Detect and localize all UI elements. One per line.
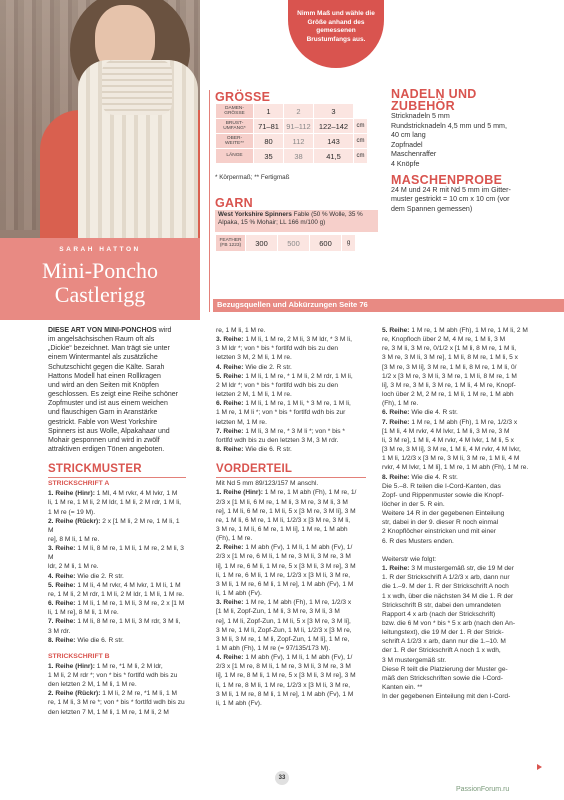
list-item: 40 cm lang — [391, 131, 426, 140]
text-line: den letzten 2 M, 1 M li, 1 M re. — [48, 681, 137, 689]
column-1 — [48, 326, 186, 717]
text-line: fortlfd wdh bis zu den letzten 3 M, 3 M rdr. — [216, 436, 339, 444]
column-3 — [382, 326, 532, 701]
text-line: li, 3 M re], 1 M li, 4 M rvkr, 4 M lvkr, 1 M li, 5 x — [382, 436, 514, 444]
text-line: [3 M re, 3 M li], 3 M re, 1 M li, 8 M re, 1 M li, 0/ — [382, 363, 517, 371]
text-line: 2/3 x [1 M li, 6 M re, 1 M li, 3 M re, 3 M li, 3 M — [216, 498, 348, 506]
materials-column — [391, 88, 559, 214]
text-line: li], 1 M re, 6 M li, 1 M re, 5 x [3 M li, 3 M re], 3 M — [216, 562, 356, 570]
text-line: 2 M ldr *; von * bis * fortlfd wdh bis zu den — [216, 381, 339, 389]
text-line: 1 M re (= 19 M). — [48, 508, 96, 516]
text-line: 1. Reihe (Hinr): 1 M re, *1 M li, 2 M ldr, — [48, 662, 163, 670]
text-line: gestrickt. Fable von West Yorkshire — [48, 418, 158, 426]
text-line: 7. Reihe: 1 M re, 1 M abh (Fh), 1 M re, 1/2/3 x — [382, 418, 518, 426]
size-table — [215, 103, 368, 164]
text-line: 2. Reihe: 1 M abh (Fv), 1 M li, 1 M abh (Fv), 1/ — [216, 544, 353, 552]
title-line-2: Castlerigg — [54, 282, 146, 307]
text-line: Die 5.–8. R teilen die I-Cord-Kanten, das — [382, 482, 501, 490]
text-line: Schutzschicht gegen die Kälte. Sarah — [48, 363, 165, 371]
text-line: 1. R der Strickschrift A 1/2/3 x arb, dann nur — [382, 574, 510, 582]
text-line: 5. Reihe: 1 M li, 1 M re, * 1 M li, 2 M rdr, 1 M li, — [216, 372, 353, 380]
text-line: 3 M li, 1 M re, 8 M li, 1 M re], 1 M abh (Fv), 1 M — [216, 690, 354, 698]
text-line: 2. Reihe (Rückr): 2 x [1 M li, 2 M re, 1 M li, 1 M — [48, 517, 180, 534]
text-line: letzten M, 1 M re. — [216, 418, 267, 426]
maschenprobe-text: dem Spannen gemessen) — [391, 204, 473, 213]
sources-text: Bezugsquellen und Abkürzungen Seite 76 — [217, 300, 368, 309]
text-line: 3 M li, 3 M re, 1 M li, Zopf-Zun, 1 M li], 1 M re, — [216, 635, 350, 643]
text-line: 6. Reihe: 1 M li, 1 M re, 1 M li, 3 M re, 2 x [1 M — [48, 600, 185, 608]
vorderteil-continued — [382, 326, 532, 701]
text-line: 3 M re, 1 M li, Zopf-Zun, 1 M li, 1/2/3 x [3 M re, — [216, 626, 352, 634]
page-number: 33 — [275, 771, 289, 785]
text-line: li, 1 M re, 6 M li, 1 M re, 1/2/3 x [3 M li, 3 M re, — [216, 571, 351, 579]
text-line: geschlossen. Es zeigt eine Reihe schöner — [48, 391, 178, 399]
text-line: 2/3 x [1 M re, 6 M li, 1 M re, 3 M li, 3 M re, 3 M — [216, 553, 351, 561]
text-line: Hattons Modell hat einen Rollkragen — [48, 372, 161, 380]
list-item: Rundstricknadeln 4,5 mm und 5 mm, — [391, 121, 507, 130]
text-line: 2 Knopflöcher einstricken und mit einer — [382, 528, 496, 536]
watermark: PassionForum.ru — [456, 786, 510, 793]
size-note: * Körpermaß; ** Fertigmaß — [215, 174, 290, 181]
continue-arrow-icon — [537, 764, 542, 770]
text-line: mäß den Strickschriften sowie die I-Cord- — [382, 674, 503, 682]
strickmuster-heading: STRICKMUSTER — [48, 463, 142, 476]
maschenprobe-text: muster gestrickt = 10 cm x 10 cm (vor — [391, 195, 510, 204]
strickschrift-a-lines — [48, 489, 186, 645]
text-line: einem Wintermantel als zusätzliche — [48, 354, 158, 362]
text-line: Diese R teilt die Platzierung der Muster ge- — [382, 665, 508, 673]
maschenprobe-heading: MASCHENPROBE — [391, 172, 503, 187]
list-item: 4 Knöpfe — [391, 159, 420, 168]
badge-text: Nimm Maß und wähle die Größe anhand des gemessenen Brustumfangs aus. — [297, 10, 375, 43]
text-line: 1 M abh (Fh), 1 M re (= 97/135/173 M). — [216, 645, 331, 652]
table-row: OBER-WEITE** 80 112 143 cm — [216, 134, 368, 149]
text-line: 1 M re, 1 M li *; von * bis * fortlfd wdh bis zur — [216, 409, 346, 417]
column-2 — [216, 326, 366, 708]
text-line: 8. Reihe: Wie die 6. R str. — [48, 636, 124, 644]
text-line: li], 3 M re, 3 M li, 3 M re, 1 M li, 4 M re, Knopf- — [382, 381, 516, 389]
text-line: 3 M rdr. — [48, 627, 71, 635]
text-line: Weitere 14 R in der gegebenen Einteilung — [382, 510, 505, 518]
text-line: Zopf- und Rippenmuster sowie die Knopf- — [382, 491, 504, 499]
divider-line — [216, 477, 366, 478]
list-item: Stricknadeln 5 mm — [391, 112, 450, 120]
text-line: 6. Reihe: 1 M li, 1 M re, 1 M li, * 3 M re, 1 M li, — [216, 400, 351, 408]
divider-line — [209, 90, 210, 312]
text-line: 6. Reihe: Wie die 4. R str. — [382, 409, 458, 417]
strickschrift-a-heading: STRICKSCHRIFT A — [48, 480, 110, 488]
text-line: Strickschrift B str, dabei den umrandeten — [382, 601, 501, 609]
text-line: re, Knopfloch über 2 M, 4 M re, 1 M li, 3 M — [382, 336, 506, 344]
text-line: li], 1 M re, 8 M li, 1 M re, 5 x [3 M li, 3 M re], 3 M — [216, 672, 356, 680]
text-line: 4. Reihe: Wie die 2. R str. — [216, 363, 292, 371]
title-line-1: Mini-Poncho — [41, 258, 159, 283]
text-line: 3 M li, 1 M re, 6 M li, 1 M re], 1 M abh (Fv), 1 M — [216, 580, 354, 588]
text-line: Mit Nd 5 mm 89/123/157 M anschl. — [216, 480, 319, 488]
text-line: 7. Reihe: 1 M li, 8 M re, 1 M li, 3 M rdr, 3 M li, — [48, 618, 181, 626]
text-line: li, 1 M abh (Fv). — [216, 590, 262, 598]
text-line: re], 8 M li, 1 M re. — [48, 535, 100, 543]
designer-name: SARAH HATTON — [59, 246, 141, 253]
text-line: 3 M ldr *; von * bis * fortlfd wdh bis zu den — [216, 345, 339, 353]
text-line: „Dickie“ bezeichnet. Man trägt sie unter — [48, 345, 170, 353]
text-line: ldr, 2 M li, 1 M re. — [48, 563, 99, 571]
text-line: löcher in der 5. R ein. — [382, 500, 445, 508]
text-line: bzw. die 6 M von * bis * 5 x arb (nach den An- — [382, 620, 516, 627]
garn-description: West Yorkshire Spinners Fable (50 % Wolle, 35 % Alpaka, 15 % Mohair; LL 166 m/100 g) — [215, 210, 378, 232]
groesse-heading: GRÖSSE — [215, 90, 271, 104]
text-line: 1. Reihe: 3 M mustergemäß str, die 19 M der — [382, 565, 514, 573]
text-line: die 1.–9. M der 1. R der Strickschrift A noch — [382, 583, 509, 591]
text-line: Spinners ist aus Wolle, Alpakahaar und — [48, 427, 170, 435]
table-row: BRUST-UMFANG* 71–81 91–112 122–142 cm — [216, 119, 368, 134]
measure-badge — [288, 0, 384, 68]
text-line: loch über 2 M, 2 M re, 1 M li, 1 M re, 1 M abh — [382, 391, 514, 399]
text-line: [1 M li, 4 M rvkr, 4 M lvkr, 1 M li, 3 M re, 3 M — [382, 427, 510, 435]
text-line: re], 1 M li, 6 M re, 1 M li, 5 x [3 M re, 3 M li], 3 M — [216, 507, 356, 515]
text-line: den letzten 7 M, 1 M li, 1 M re, 1 M li, 2 M — [48, 708, 169, 716]
text-line: 3 M mustergemäß str. — [382, 656, 447, 664]
text-line: Rapport 4 x arb (nach der Strickschrift) — [382, 610, 496, 618]
text-line: str, dabei in der 9. dieser R noch einmal — [382, 519, 499, 527]
table-row: DAMEN-GRÖSSE 1 2 3 — [216, 104, 368, 119]
text-line: Zopfmuster und ist aus einem weichen — [48, 400, 168, 408]
text-line: 1. Reihe (Hinr): 1 M re, 1 M abh (Fh), 1 M re, 1/ — [216, 489, 357, 497]
text-line: letzten 2 M, 1 M li, 1 M re. — [216, 391, 292, 399]
text-line: re, 1 M li, 6 M re, 1 M li, 1/2/3 x [3 M re, 3 M li, — [216, 516, 351, 524]
divider-line — [48, 477, 186, 478]
title-box — [0, 238, 200, 320]
text-line: 2/3 x [1 M re, 8 M li, 1 M re, 3 M li, 3 M re, 3 M — [216, 663, 351, 671]
text-line: der 1. R der Strickschrift A noch 1 x wdh, — [382, 647, 501, 655]
intro-lines — [48, 335, 186, 454]
text-line: 1 x wdh, über die nächsten 34 M die 1. R der — [382, 592, 514, 600]
text-line: 6. R des Musters enden. — [382, 537, 454, 545]
text-line: 1/2 x [3 M re, 3 M li, 3 M re, 1 M li, 8 M re, 1 M — [382, 372, 517, 380]
text-line: re, 1 M li, 3 M re *; von * bis * fortlfd wdh bis zu — [48, 699, 185, 707]
text-line: re], 1 M li, Zopf-Zun, 1 M li, 5 x [3 M re, 3 M li], — [216, 617, 351, 625]
maschenprobe-text: 24 M und 24 R mit Nd 5 mm im Gitter- — [391, 185, 511, 194]
text-line: rvkr, 4 M lvkr, 1 M li], 1 M re, 1 M abh (Fh), 1 M re. — [382, 464, 529, 472]
vorderteil-lines — [216, 479, 366, 708]
text-line: In der gegebenen Einteilung mit den I-Cord- — [382, 693, 511, 701]
garn-heading: GARN — [215, 196, 254, 210]
text-line: 8. Reihe: Wie die 4. R str. — [382, 473, 458, 481]
text-line: Kanten ein. ** — [382, 684, 423, 692]
list-item: Zopfnadel — [391, 140, 423, 149]
text-line: 1 M li, 1/2/3 x [3 M re, 3 M li, 3 M re, 1 M li, 4 M — [382, 455, 520, 463]
vorderteil-heading: VORDERTEIL — [216, 463, 293, 476]
text-line: 1. Reihe (Hinr): 1 Ml, 4 M rvkr, 4 M lvkr, 1 M — [48, 490, 178, 498]
text-line: leitungstext), die 19 M der 1. R der Strick- — [382, 629, 504, 637]
table-row: FEATHER (FB 1223) 300 500 600 g — [216, 235, 356, 252]
strickschrift-b-continued — [216, 326, 366, 454]
nadeln-heading-1: NADELN UND — [391, 87, 477, 101]
text-line: 5. Reihe: 1 M re, 1 M abh (Fh), 1 M re, 1 M li, 2 M — [382, 327, 528, 334]
text-line — [382, 546, 532, 555]
text-line: 7. Reihe: 1 M li, 3 M re, * 3 M li *; von * bis * — [216, 427, 345, 435]
text-line: re, 1 M li, 1 M re. — [216, 327, 266, 334]
text-line: 4. Reihe: 1 M abh (Fv), 1 M li, 1 M abh (Fv), 1/ — [216, 654, 353, 662]
text-line: li, 1 M re, 1 M li, 2 M ldr, 1 M li, 2 M rdr, 1 M li, — [48, 499, 181, 507]
text-line: 4. Reihe: Wie die 2. R str. — [48, 572, 124, 580]
garn-table — [215, 234, 356, 252]
text-line: 5. Reihe: 1 M li, 4 M rvkr, 4 M lvkr, 1 M li, 1 M — [48, 581, 181, 589]
text-line: letzten 3 M, 2 M li, 1 M re. — [216, 354, 292, 362]
text-line: Mohair gesponnen und wird in zwölf — [48, 436, 160, 444]
text-line: schrift A 1/2/3 x arb, dann nur die 1.–10. M — [382, 638, 506, 646]
text-line: 3 M re, 1 M li, 6 M re, 1 M li], 1 M re, 1 M abh — [216, 525, 348, 533]
table-row: LÄNGE 35 38 41,5 cm — [216, 149, 368, 164]
text-line: 2. Reihe (Rückr): 1 M li, 2 M re, *1 M li, 1 M — [48, 690, 177, 698]
text-line: 8. Reihe: Wie die 6. R str. — [216, 446, 292, 454]
strickschrift-b-heading: STRICKSCHRIFT B — [48, 652, 110, 660]
text-line: (Fh), 1 M re. — [382, 400, 419, 408]
text-line: (Fh), 1 M re. — [216, 535, 253, 543]
nadeln-heading-2: ZUBEHÖR — [391, 99, 455, 113]
text-line: 3 M re, 3 M li, 3 M re], 1 M li, 8 M re, 1 M li, 5 x — [382, 354, 518, 362]
text-line: li, 1 M re], 8 M li, 1 M re. — [48, 609, 119, 617]
text-line: attraktiven erdigen Tönen angeboten. — [48, 446, 165, 454]
text-line: [1 M li, Zopf-Zun, 1 M li, 3 M re, 3 M li, 3 M — [216, 608, 340, 616]
strickschrift-b-lines — [48, 662, 186, 717]
text-line: re, 3 M li, 3 M re, 0/1/2 x [1 M li, 8 M re, 1 M li, — [382, 345, 517, 353]
text-line: [3 M re, 3 M li], 3 M re, 1 M li, 4 M rvkr, 4 M lvkr, — [382, 446, 521, 454]
text-line: li, 1 M re, 8 M li, 1 M re, 1/2/3 x [3 M li, 3 M re, — [216, 681, 351, 689]
text-line: 3. Reihe: 1 M li, 1 M re, 2 M li, 3 M ldr, * 3 M li, — [216, 336, 352, 344]
text-line: im angelsächsischen Raum oft als — [48, 336, 155, 344]
text-line: 3. Reihe: 1 M re, 1 M abh (Fh), 1 M re, 1/2/3 x — [216, 599, 352, 607]
text-line: re, 1 M li, 2 M rdr, 1 M li, 2 M ldr, 1 M li, 1 M re. — [48, 590, 184, 598]
sources-bar — [213, 299, 564, 312]
text-line: li, 1 M abh (Fv). — [216, 699, 262, 707]
list-item: Maschenraffer — [391, 150, 437, 159]
intro-text: DIESE ART VON MINI-PONCHOS wird — [48, 327, 172, 334]
text-line: Weiterstr wie folgt: — [382, 555, 437, 563]
text-line: 1 M li, 2 M rdr *; von * bis * fortlfd wdh bis zu — [48, 672, 178, 679]
text-line: 3. Reihe: 1 M li, 8 M re, 1 M li, 1 M re, 2 M li, 3 M — [48, 545, 184, 562]
text-line: und flauschigen Garn in Aranstärke — [48, 409, 158, 417]
text-line: und wird an den Seiten mit Knöpfen — [48, 381, 159, 389]
